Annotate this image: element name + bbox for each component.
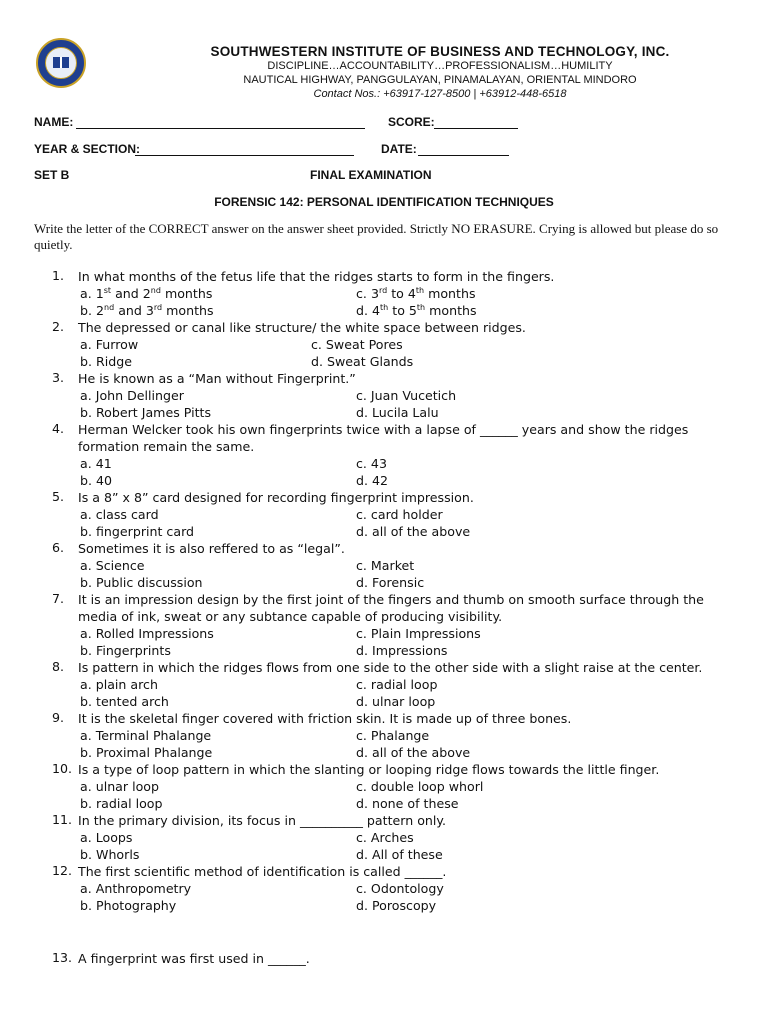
option-row bbox=[0, 846, 768, 863]
option-a: a. Loops bbox=[80, 830, 133, 845]
option-row bbox=[0, 676, 768, 693]
option-row bbox=[0, 404, 768, 421]
option-a: a. 41 bbox=[80, 456, 112, 471]
option-b: b. Fingerprints bbox=[80, 643, 171, 658]
option-d: d. Forensic bbox=[356, 575, 425, 590]
option-c: c. Plain Impressions bbox=[356, 626, 481, 641]
question-text: Is a 8” x 8” card designed for recording fingerprint impression. bbox=[78, 490, 474, 505]
option-row bbox=[0, 353, 768, 370]
option-row bbox=[0, 302, 768, 319]
question-item bbox=[52, 421, 718, 455]
question-number: 2. bbox=[52, 319, 65, 334]
option-a: a. ulnar loop bbox=[80, 779, 159, 794]
option-row bbox=[0, 880, 768, 897]
option-row bbox=[0, 693, 768, 710]
question-item bbox=[52, 319, 718, 336]
question-item bbox=[52, 591, 718, 625]
option-c: c. Odontology bbox=[356, 881, 444, 896]
seal-inner bbox=[45, 47, 77, 79]
option-d: d. 4th to 5th months bbox=[356, 302, 477, 318]
option-row bbox=[0, 795, 768, 812]
option-b: b. Ridge bbox=[80, 354, 132, 369]
option-row bbox=[0, 727, 768, 744]
option-d: d. All of these bbox=[356, 847, 443, 862]
question-item bbox=[52, 659, 718, 676]
question-item bbox=[52, 540, 718, 557]
set-label: SET B bbox=[34, 168, 70, 182]
question-text: Sometimes it is also reffered to as “legal”. bbox=[78, 541, 345, 556]
question-number: 10. bbox=[52, 761, 73, 776]
score-field-line[interactable] bbox=[434, 128, 518, 129]
question-text: In what months of the fetus life that the ridges starts to form in the fingers. bbox=[78, 269, 555, 284]
option-b: b. Photography bbox=[80, 898, 177, 913]
name-field-line[interactable] bbox=[76, 128, 365, 129]
option-d: d. all of the above bbox=[356, 524, 471, 539]
option-row bbox=[0, 744, 768, 761]
question-item bbox=[52, 710, 718, 727]
option-c: c. Sweat Pores bbox=[311, 337, 403, 352]
question-text: Is pattern in which the ridges flows from one side to the other side with a slight raise at the center. bbox=[78, 660, 703, 675]
option-a: a. Furrow bbox=[80, 337, 139, 352]
date-field-line[interactable] bbox=[418, 155, 509, 156]
year-section-field-line[interactable] bbox=[135, 155, 354, 156]
option-c: c. card holder bbox=[356, 507, 443, 522]
question-text: It is the skeletal finger covered with friction skin. It is made up of three bones. bbox=[78, 711, 572, 726]
option-row bbox=[0, 506, 768, 523]
book-icon bbox=[53, 57, 69, 68]
option-b: b. 2nd and 3rd months bbox=[80, 302, 214, 318]
option-b: b. tented arch bbox=[80, 694, 169, 709]
option-c: c. Phalange bbox=[356, 728, 430, 743]
option-row bbox=[0, 642, 768, 659]
option-b: b. radial loop bbox=[80, 796, 163, 811]
option-d: d. Poroscopy bbox=[356, 898, 437, 913]
option-b: b. Whorls bbox=[80, 847, 140, 862]
school-name: SOUTHWESTERN INSTITUTE OF BUSINESS AND TECHNOLOGY, INC. bbox=[210, 44, 670, 59]
option-c: c. Arches bbox=[356, 830, 414, 845]
option-a: a. Terminal Phalange bbox=[80, 728, 212, 743]
option-row bbox=[0, 472, 768, 489]
exam-title: FINAL EXAMINATION bbox=[310, 168, 432, 182]
option-a: a. plain arch bbox=[80, 677, 158, 692]
question-item bbox=[52, 370, 718, 387]
question-list bbox=[0, 268, 768, 967]
option-c: c. Market bbox=[356, 558, 415, 573]
option-c: c. radial loop bbox=[356, 677, 438, 692]
school-contact: Contact Nos.: +63917-127-8500 | +63912-448-6518 bbox=[313, 88, 567, 100]
option-c: c. double loop whorl bbox=[356, 779, 484, 794]
school-motto: DISCIPLINE…ACCOUNTABILITY…PROFESSIONALISM…HUMILITY bbox=[267, 60, 613, 72]
option-d: d. Sweat Glands bbox=[311, 354, 414, 369]
question-number: 9. bbox=[52, 710, 65, 725]
question-text: In the primary division, its focus in __________ pattern only. bbox=[78, 813, 447, 828]
question-number: 8. bbox=[52, 659, 65, 674]
question-number: 5. bbox=[52, 489, 65, 504]
option-c: c. Juan Vucetich bbox=[356, 388, 457, 403]
question-text: A fingerprint was first used in ______. bbox=[78, 951, 310, 966]
question-item bbox=[52, 950, 718, 967]
course-title: FORENSIC 142: PERSONAL IDENTIFICATION TECHNIQUES bbox=[214, 195, 554, 209]
school-header bbox=[150, 44, 730, 101]
question-number: 6. bbox=[52, 540, 65, 555]
option-row bbox=[0, 557, 768, 574]
question-item bbox=[52, 268, 718, 285]
question-text: Is a type of loop pattern in which the slanting or looping ridge flows towards the little finger. bbox=[78, 762, 660, 777]
option-c: c. 43 bbox=[356, 456, 387, 471]
option-b: b. 40 bbox=[80, 473, 113, 488]
set-line bbox=[34, 168, 734, 182]
question-item bbox=[52, 761, 718, 778]
option-c: c. 3rd to 4th months bbox=[356, 285, 476, 301]
option-d: d. Lucila Lalu bbox=[356, 405, 439, 420]
question-number: 11. bbox=[52, 812, 73, 827]
option-a: a. Anthropometry bbox=[80, 881, 192, 896]
option-row bbox=[0, 897, 768, 914]
question-text: It is an impression design by the first joint of the fingers and thumb on smooth surface through the media of ink, sweat or any subtance capable of producing visibility. bbox=[78, 592, 704, 624]
option-a: a. class card bbox=[80, 507, 159, 522]
option-b: b. Proximal Phalange bbox=[80, 745, 213, 760]
question-text: The first scientific method of identification is called ______. bbox=[78, 864, 447, 879]
option-row bbox=[0, 829, 768, 846]
question-number: 7. bbox=[52, 591, 65, 606]
school-address: NAUTICAL HIGHWAY, PANGGULAYAN, PINAMALAYAN, ORIENTAL MINDORO bbox=[243, 74, 637, 86]
option-row bbox=[0, 523, 768, 540]
option-row bbox=[0, 455, 768, 472]
option-b: b. Public discussion bbox=[80, 575, 203, 590]
question-text: The depressed or canal like structure/ the white space between ridges. bbox=[78, 320, 526, 335]
page-gap bbox=[0, 914, 768, 950]
score-label: SCORE: bbox=[388, 115, 435, 129]
option-row bbox=[0, 387, 768, 404]
question-number: 3. bbox=[52, 370, 65, 385]
option-row bbox=[0, 574, 768, 591]
option-row bbox=[0, 778, 768, 795]
option-a: a. Rolled Impressions bbox=[80, 626, 214, 641]
question-item bbox=[52, 812, 718, 829]
question-item bbox=[52, 489, 718, 506]
instructions: Write the letter of the CORRECT answer on the answer sheet provided. Strictly NO ERASURE. Crying is allowed but please do so quietly. bbox=[34, 221, 719, 252]
question-number: 1. bbox=[52, 268, 65, 283]
question-number: 4. bbox=[52, 421, 65, 436]
date-label: DATE: bbox=[381, 142, 417, 156]
option-row bbox=[0, 336, 768, 353]
option-d: d. none of these bbox=[356, 796, 459, 811]
option-row bbox=[0, 285, 768, 302]
option-d: d. all of the above bbox=[356, 745, 471, 760]
question-number: 13. bbox=[52, 950, 73, 965]
question-number: 12. bbox=[52, 863, 73, 878]
option-d: d. ulnar loop bbox=[356, 694, 436, 709]
option-a: a. John Dellinger bbox=[80, 388, 184, 403]
option-row bbox=[0, 625, 768, 642]
question-text: He is known as a “Man without Fingerprint.” bbox=[78, 371, 356, 386]
option-b: b. Robert James Pitts bbox=[80, 405, 212, 420]
name-label: NAME: bbox=[34, 115, 74, 129]
school-seal-logo bbox=[36, 38, 86, 88]
question-item bbox=[52, 863, 718, 880]
option-a: a. 1st and 2nd months bbox=[80, 285, 213, 301]
option-d: d. Impressions bbox=[356, 643, 448, 658]
option-d: d. 42 bbox=[356, 473, 389, 488]
option-a: a. Science bbox=[80, 558, 145, 573]
option-b: b. fingerprint card bbox=[80, 524, 195, 539]
question-text: Herman Welcker took his own fingerprints twice with a lapse of ______ years and show the ridges formation remain the same. bbox=[78, 422, 689, 454]
year-section-label: YEAR & SECTION: bbox=[34, 142, 141, 156]
